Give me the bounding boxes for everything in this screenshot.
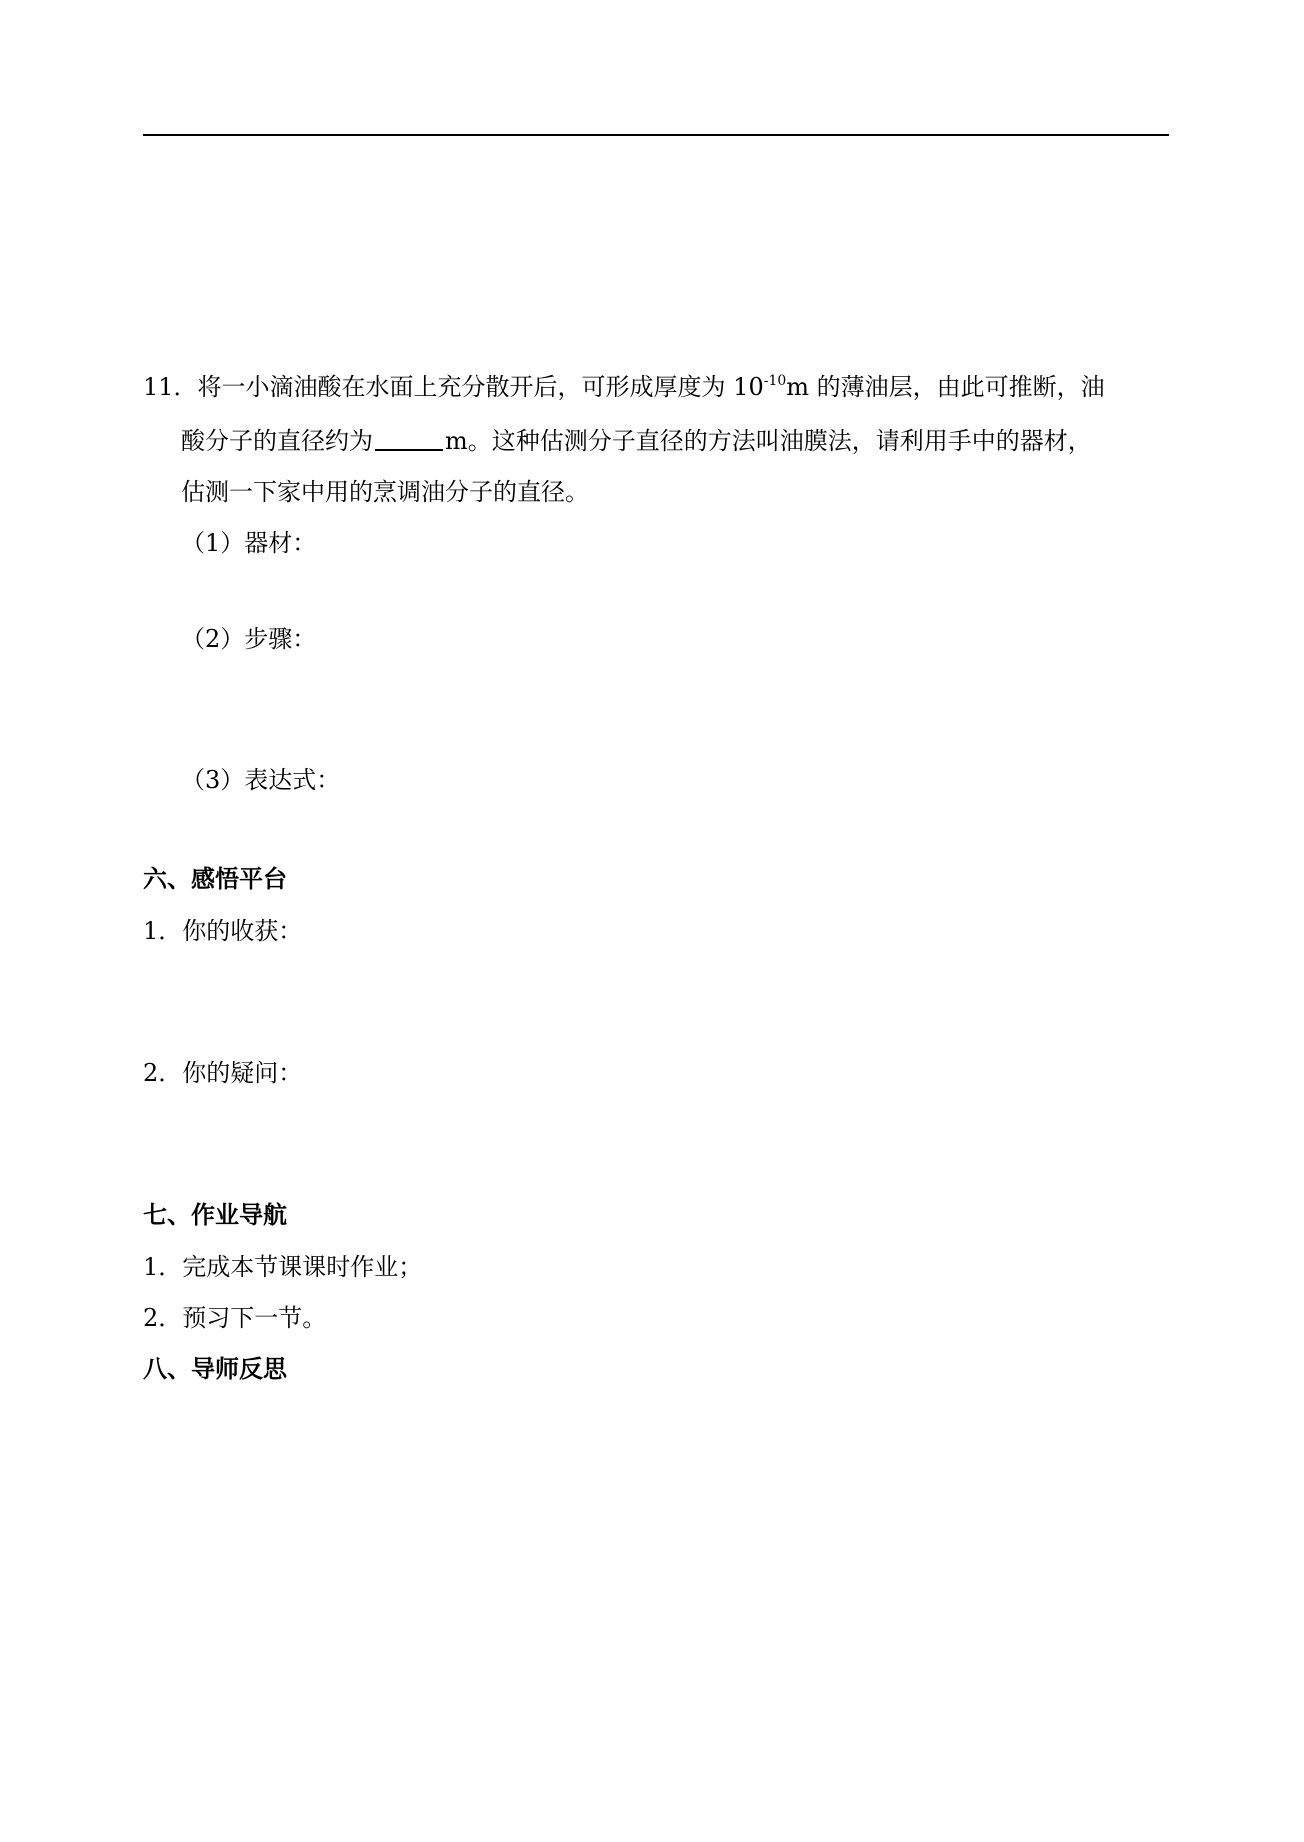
question-text: m。这种估测分子直径的方法叫油膜法，请利用手中的器材， xyxy=(445,427,1092,455)
list-item xyxy=(143,1252,422,1282)
question-text: m 的薄油层，由此可推断，油 xyxy=(786,373,1105,401)
list-item xyxy=(143,916,302,946)
question-text: 估测一下家中用的烹调油分子的直径。 xyxy=(181,478,589,506)
header-rule xyxy=(143,134,1169,136)
answer-blank[interactable] xyxy=(375,427,443,451)
section-heading-reflection-platform xyxy=(143,864,287,894)
item-text: 1．完成本节课课时作业； xyxy=(143,1253,423,1281)
subquestion-materials xyxy=(181,528,316,558)
subquestion-label: （3）表达式： xyxy=(181,766,341,794)
question-11-line-3 xyxy=(181,477,589,507)
question-number: 11． xyxy=(143,373,198,401)
subquestion-label: （1）器材： xyxy=(181,529,317,557)
item-text: 2．预习下一节。 xyxy=(143,1304,327,1332)
question-text: 酸分子的直径约为 xyxy=(181,427,373,455)
item-text: 2．你的疑问： xyxy=(143,1059,303,1087)
subquestion-expression xyxy=(181,765,340,795)
subquestion-label: （2）步骤： xyxy=(181,625,317,653)
subquestion-steps xyxy=(181,624,316,654)
question-11-line-1 xyxy=(143,372,1105,402)
list-item xyxy=(143,1303,326,1333)
section-heading-homework xyxy=(143,1200,287,1230)
list-item xyxy=(143,1058,302,1088)
question-text: 将一小滴油酸在水面上充分散开后，可形成厚度为 10 xyxy=(197,373,764,401)
section-title: 六、感悟平台 xyxy=(143,865,287,893)
exponent: -10 xyxy=(763,373,787,389)
section-title: 八、导师反思 xyxy=(143,1355,287,1383)
section-title: 七、作业导航 xyxy=(143,1201,287,1229)
question-11-line-2 xyxy=(181,426,1092,456)
item-text: 1．你的收获： xyxy=(143,917,303,945)
section-heading-teacher-reflection xyxy=(143,1354,287,1384)
